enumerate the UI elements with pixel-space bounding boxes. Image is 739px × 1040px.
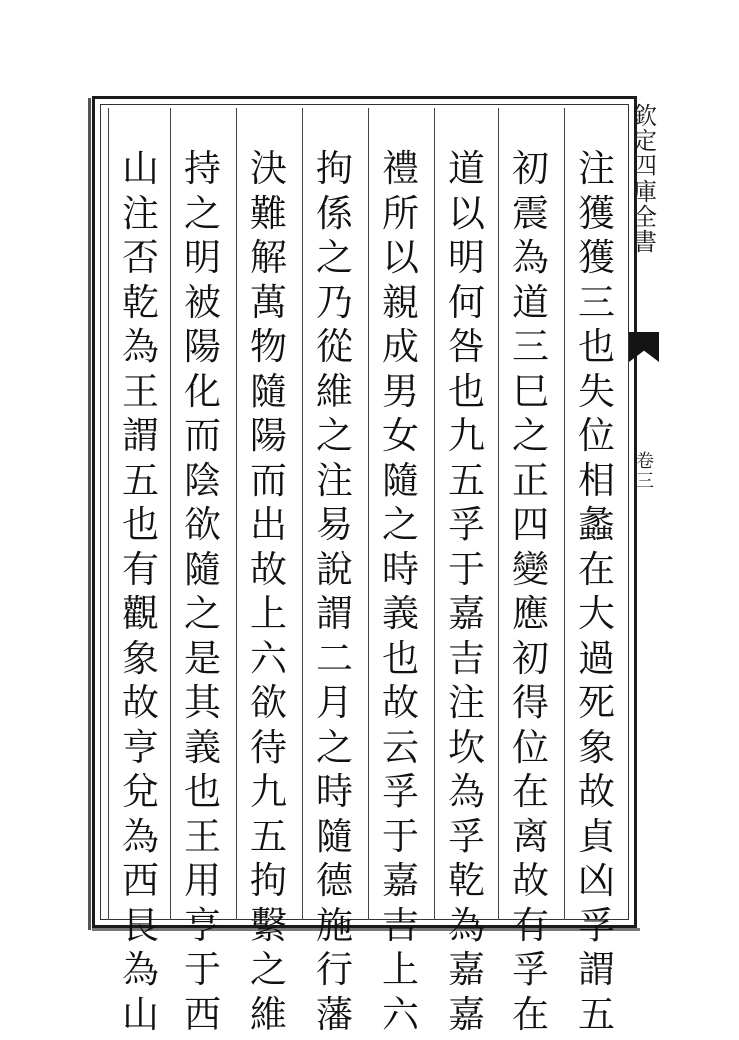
column-text: 拘 係 之 乃 從 維 之 注 易 說 謂 二 月 之 時 隨 德 施 行 藩 xyxy=(316,147,353,1036)
text-column-8 xyxy=(108,108,172,1036)
text-column-4 xyxy=(368,108,432,1036)
text-column-6 xyxy=(236,108,300,1036)
column-text: 道 以 明 何 咎 也 九 五 孚 于 嘉 吉 注 坎 為 孚 乾 為 嘉 嘉 xyxy=(448,147,485,1036)
column-text: 注 獲 獲 三 也 失 位 相 蠡 在 大 過 死 象 故 貞 凶 孚 謂 五 xyxy=(578,147,615,1036)
text-column-5 xyxy=(302,108,366,1036)
volume-label: 卷 三 xyxy=(636,451,654,492)
text-column-3 xyxy=(434,108,498,1036)
column-text: 決 難 解 萬 物 隨 陽 而 出 故 上 六 欲 待 九 五 拘 繫 之 維 xyxy=(250,147,287,1036)
column-text: 持 之 明 被 陽 化 而 陰 欲 隨 之 是 其 義 也 王 用 亨 于 西 xyxy=(184,147,221,1036)
text-column-1 xyxy=(564,108,628,1036)
text-column-2 xyxy=(498,108,562,1036)
frame-shadow-left xyxy=(88,98,91,930)
column-text: 山 注 否 乾 為 王 謂 五 也 有 觀 象 故 亨 兌 為 西 艮 為 山 xyxy=(122,147,159,1036)
frame-shadow-bottom xyxy=(92,928,640,931)
column-text: 初 震 為 道 三 巳 之 正 四 變 應 初 得 位 在 离 故 有 孚 在 xyxy=(512,147,549,1036)
book-title: 欽 定 四 庫 全 書 xyxy=(633,102,657,256)
column-text: 禮 所 以 親 成 男 女 隨 之 時 義 也 故 云 孚 于 嘉 吉 上 六 xyxy=(382,147,419,1036)
text-column-7 xyxy=(170,108,234,1036)
